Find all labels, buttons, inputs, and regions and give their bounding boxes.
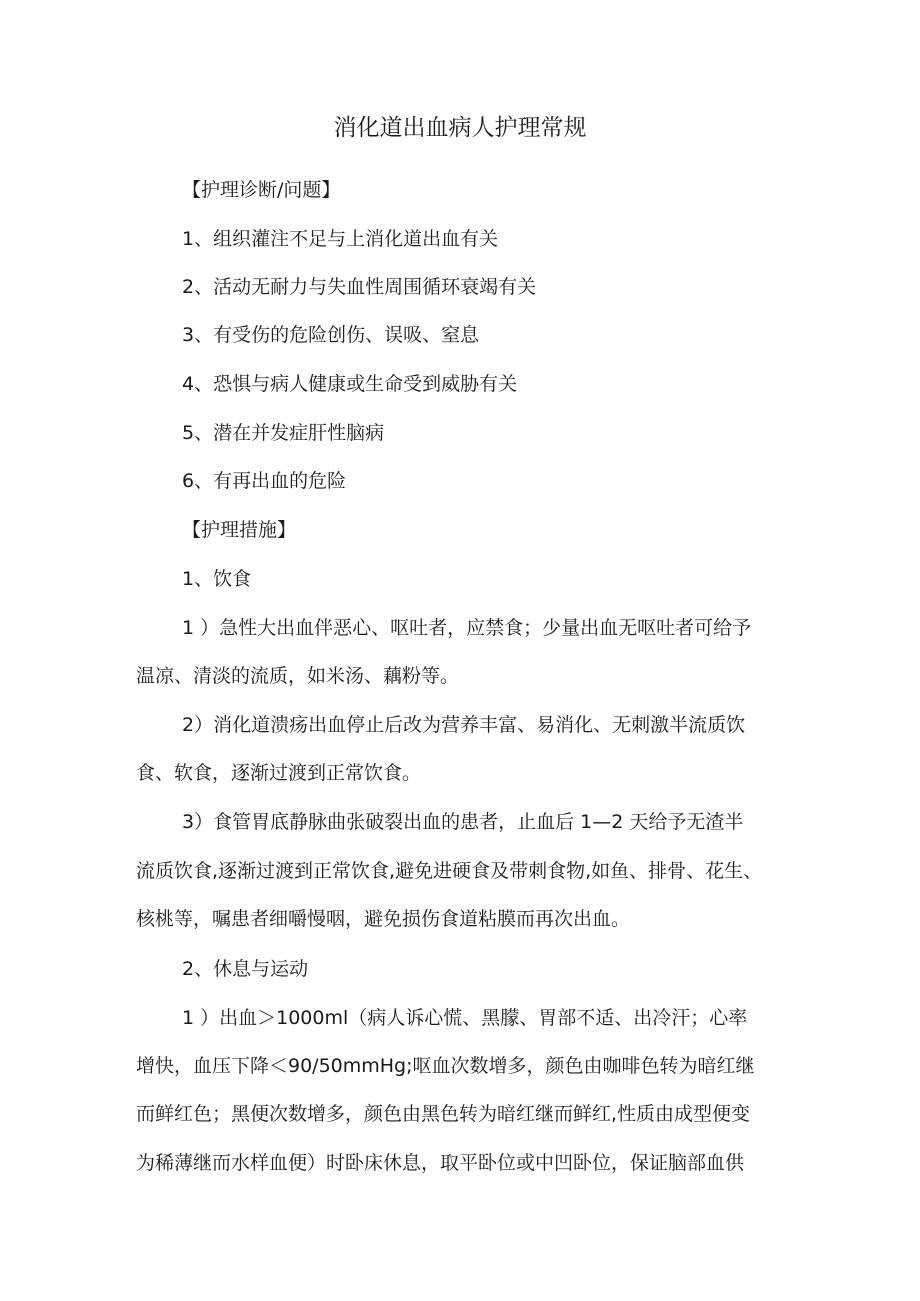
diet-paragraph-1-line-2: 温凉、清淡的流质，如米汤、藕粉等。 xyxy=(136,665,460,687)
diet-paragraph-1-line-1: 1 ）急性大出血伴恶心、呕吐者，应禁食；少量出血无呕吐者可给予 xyxy=(182,617,752,639)
rest-paragraph-1-line-1: 1 ）出血＞1000ml（病人诉心慌、黑朦、胃部不适、出冷汗；心率 xyxy=(182,1007,748,1029)
rest-paragraph-1-line-4: 为稀薄继而水样血便）时卧床休息，取平卧位或中凹卧位，保证脑部血供 xyxy=(136,1152,745,1174)
diagnosis-item-3: 3、有受伤的危险创伤、误吸、窒息 xyxy=(182,324,480,346)
diet-paragraph-2-line-1: 2）消化道溃疡出血停止后改为营养丰富、易消化、无刺激半流质饮 xyxy=(182,714,746,736)
diet-paragraph-2-line-2: 食、软食，逐渐过渡到正常饮食。 xyxy=(136,762,422,784)
rest-paragraph-1-line-3: 而鲜红色；黑便次数增多，颜色由黑色转为暗红继而鲜红,性质由成型便变 xyxy=(136,1103,751,1125)
diagnosis-item-6: 6、有再出血的危险 xyxy=(182,470,347,492)
diet-paragraph-3-line-1: 3）食管胃底静脉曲张破裂出血的患者，止血后 1—2 天给予无渣半 xyxy=(182,811,744,833)
diagnosis-item-1: 1、组织灌注不足与上消化道出血有关 xyxy=(182,228,499,250)
section-heading-diagnosis: 【护理诊断/问题】 xyxy=(182,179,341,201)
diagnosis-item-5: 5、潜在并发症肝性脑病 xyxy=(182,422,385,444)
diagnosis-item-4: 4、恐惧与病人健康或生命受到威胁有关 xyxy=(182,373,518,395)
diet-heading: 1、饮食 xyxy=(182,568,252,590)
diagnosis-item-2: 2、活动无耐力与失血性周围循环衰竭有关 xyxy=(182,276,537,298)
rest-paragraph-1-line-2: 增快，血压下降＜90/50mmHg;呕血次数增多，颜色由咖啡色转为暗红继 xyxy=(136,1055,755,1077)
document-title: 消化道出血病人护理常规 xyxy=(333,115,587,141)
rest-heading: 2、休息与运动 xyxy=(182,958,309,980)
diet-paragraph-3-line-2: 流质饮食,逐渐过渡到正常饮食,避免进硬食及带刺食物,如鱼、排骨、花生、 xyxy=(136,860,763,882)
section-heading-measures: 【护理措施】 xyxy=(182,519,297,541)
diet-paragraph-3-line-3: 核桃等，嘱患者细嚼慢咽，避免损伤食道粘膜而再次出血。 xyxy=(136,908,631,930)
